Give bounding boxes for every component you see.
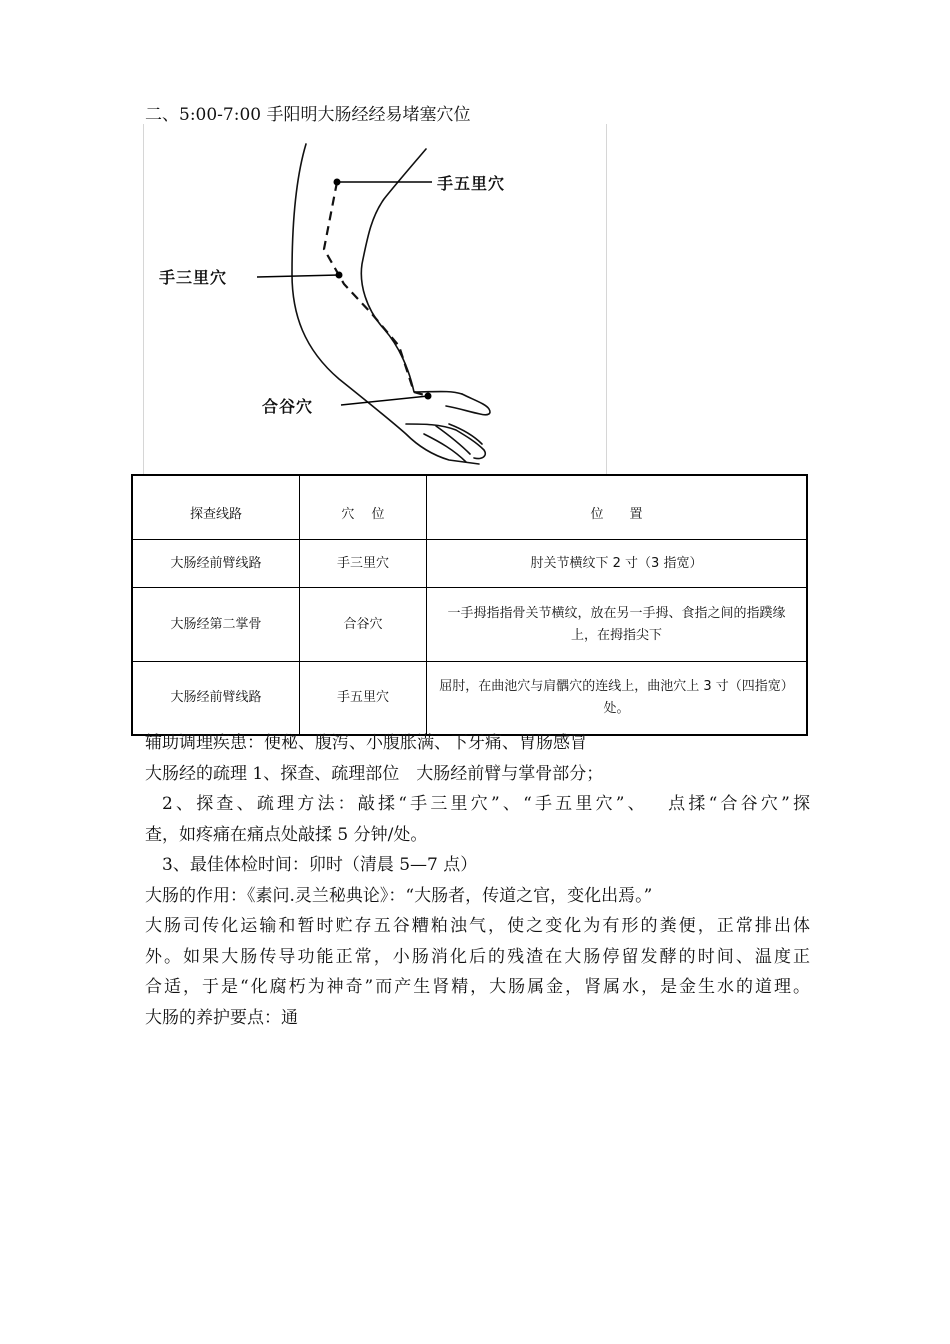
acupoint-table: [131, 474, 808, 736]
arm-acupoint-figure: [143, 124, 607, 474]
thumb-contour: [446, 394, 490, 415]
paragraph: 大肠经的疏理 1、探查、疏理部位 大肠经前臂与掌骨部分；: [145, 763, 604, 784]
paragraph: 外。如果大肠传导功能正常，小肠消化后的残渣在大肠停留发酵的时间、温度正: [145, 946, 810, 967]
paragraph: 2、探查、疏理方法：敲揉“手三里穴”、“手五里穴”、 点揉“合谷穴”探: [162, 794, 810, 814]
cell-point: 手五里穴: [300, 662, 427, 736]
arm-illustration: [144, 124, 606, 474]
cell-location: 肘关节横纹下 2 寸（3 指宽）: [427, 540, 808, 588]
cell-route: 大肠经第二掌骨: [132, 588, 300, 662]
cell-location: 屈肘，在曲池穴与肩髃穴的连线上，曲池穴上 3 寸（四指宽）处。: [427, 662, 808, 736]
finger-contour: [424, 434, 466, 462]
cell-point: 手三里穴: [300, 540, 427, 588]
header-location: 位 置: [427, 475, 808, 540]
cell-point: 合谷穴: [300, 588, 427, 662]
hand-contour: [406, 424, 485, 459]
shousanli-label: 手三里穴: [159, 268, 228, 287]
paragraph: 合适，于是“化腐朽为神奇”而产生肾精，大肠属金，肾属水，是金生水的道理。: [145, 977, 810, 997]
shouwuli-label: 手五里穴: [437, 174, 506, 193]
cell-route: 大肠经前臂线路: [132, 662, 300, 736]
paragraph: 大肠的养护要点：通: [145, 1007, 298, 1028]
hegu-label: 合谷穴: [262, 397, 314, 416]
paragraph: 3、最佳体检时间：卯时（清晨 5—7 点）: [162, 855, 478, 875]
label-leader-line: [257, 275, 339, 277]
body-text: [145, 728, 810, 1033]
cell-route: 大肠经前臂线路: [132, 540, 300, 588]
paragraph: 查，如疼痛在痛点处敲揉 5 分钟/处。: [145, 824, 428, 845]
header-point: 穴 位: [300, 475, 427, 540]
finger-contour: [449, 424, 482, 444]
table-row: [132, 588, 807, 662]
paragraph: 大肠司传化运输和暂时贮存五谷糟粕浊气，使之变化为有形的粪便，正常排出体: [145, 916, 810, 936]
table-row: [132, 540, 807, 588]
label-leader-line: [341, 396, 428, 405]
paragraph: 辅助调理疾患：便秘、腹泻、小腹胀满、下牙痛、胃肠感冒: [145, 733, 587, 753]
section-heading: 二、5:00-7:00 手阳明大肠经经易堵塞穴位: [145, 105, 471, 125]
header-route: 探查线路: [132, 475, 300, 540]
table-row: [132, 662, 807, 736]
finger-contour: [436, 426, 470, 454]
table-header-row: [132, 475, 807, 540]
cell-location: 一手拇指指骨关节横纹，放在另一手拇、食指之间的指蹼缘上，在拇指尖下: [427, 588, 808, 662]
paragraph: 大肠的作用：《素问.灵兰秘典论》：“大肠者，传道之官，变化出焉。”: [145, 885, 653, 906]
